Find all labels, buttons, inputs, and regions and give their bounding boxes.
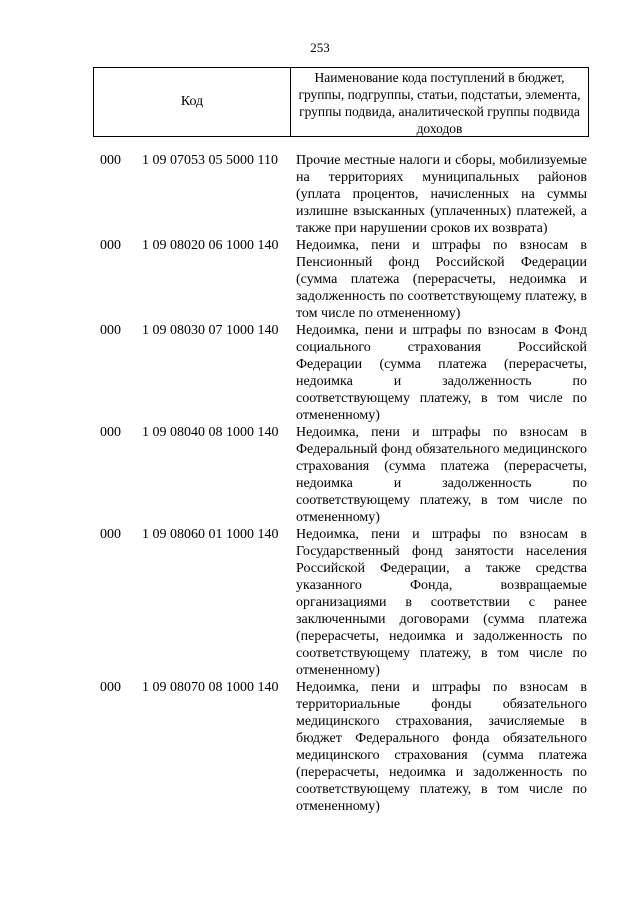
description-cell: Прочие местные налоги и сборы, мобилизуемые на территориях муниципальных районов (уплата процентов, начисленных на суммы излишне взысканных (уплаченных) платежей, а также при нарушении сроков их возврата) (296, 153, 587, 236)
table-row (0, 679, 640, 815)
header-code-cell: Код (94, 68, 291, 136)
revenue-code-cell: 1 09 08020 06 1000 140 (142, 238, 279, 253)
admin-code-cell: 000 (100, 238, 121, 253)
table-header (93, 67, 589, 137)
admin-code-cell: 000 (100, 425, 121, 440)
admin-code-cell: 000 (100, 153, 121, 168)
revenue-code-cell: 1 09 08060 01 1000 140 (142, 527, 279, 542)
description-cell: Недоимка, пени и штрафы по взносам в Пенсионный фонд Российской Федерации (сумма платежа (перерасчеты, недоимка и задолженность по соответствующему платежу, в том числе по отмененному) (296, 238, 587, 321)
table-row (0, 237, 640, 322)
table-body (0, 152, 640, 815)
table-row (0, 322, 640, 424)
revenue-code-cell: 1 09 08070 08 1000 140 (142, 680, 279, 695)
header-name-cell: Наименование кода поступлений в бюджет, группы, подгруппы, статьи, подстатьи, элемента, группы подвида, аналитической группы подвида доходов (298, 70, 581, 136)
revenue-code-cell: 1 09 07053 05 5000 110 (142, 153, 278, 168)
admin-code-cell: 000 (100, 527, 121, 542)
table-row (0, 424, 640, 526)
description-cell: Недоимка, пени и штрафы по взносам в Государственный фонд занятости населения Российской Федерации, а также средства указанного Фонда, возвращаемые организациями в соответствии с ранее заключенными договорами (сумма платежа (перерасчеты, недоимка и задолженность по соответствующему платежу, в том числе по отмененному) (296, 527, 587, 678)
page-number: 253 (310, 40, 330, 55)
revenue-code-cell: 1 09 08040 08 1000 140 (142, 425, 279, 440)
description-cell: Недоимка, пени и штрафы по взносам в Фонд социального страхования Российской Федерации (сумма платежа (перерасчеты, недоимка и задолженность по соответствующему платежу, в том числе по отмененному) (296, 323, 587, 423)
revenue-code-cell: 1 09 08030 07 1000 140 (142, 323, 279, 338)
table-row (0, 526, 640, 679)
admin-code-cell: 000 (100, 323, 121, 338)
table-row (0, 152, 640, 237)
description-cell: Недоимка, пени и штрафы по взносам в Федеральный фонд обязательного медицинского страхования (сумма платежа (перерасчеты, недоимка и задолженность по соответствующему платежу, в том числе по отмененному) (296, 425, 587, 525)
admin-code-cell: 000 (100, 680, 121, 695)
description-cell: Недоимка, пени и штрафы по взносам в территориальные фонды обязательного медицинского страхования, зачисляемые в бюджет Федерального фонда обязательного медицинского страхования (сумма платежа (перерасчеты, недоимка и задолженность по соответствующему платежу, в том числе по отмененному) (296, 680, 587, 814)
